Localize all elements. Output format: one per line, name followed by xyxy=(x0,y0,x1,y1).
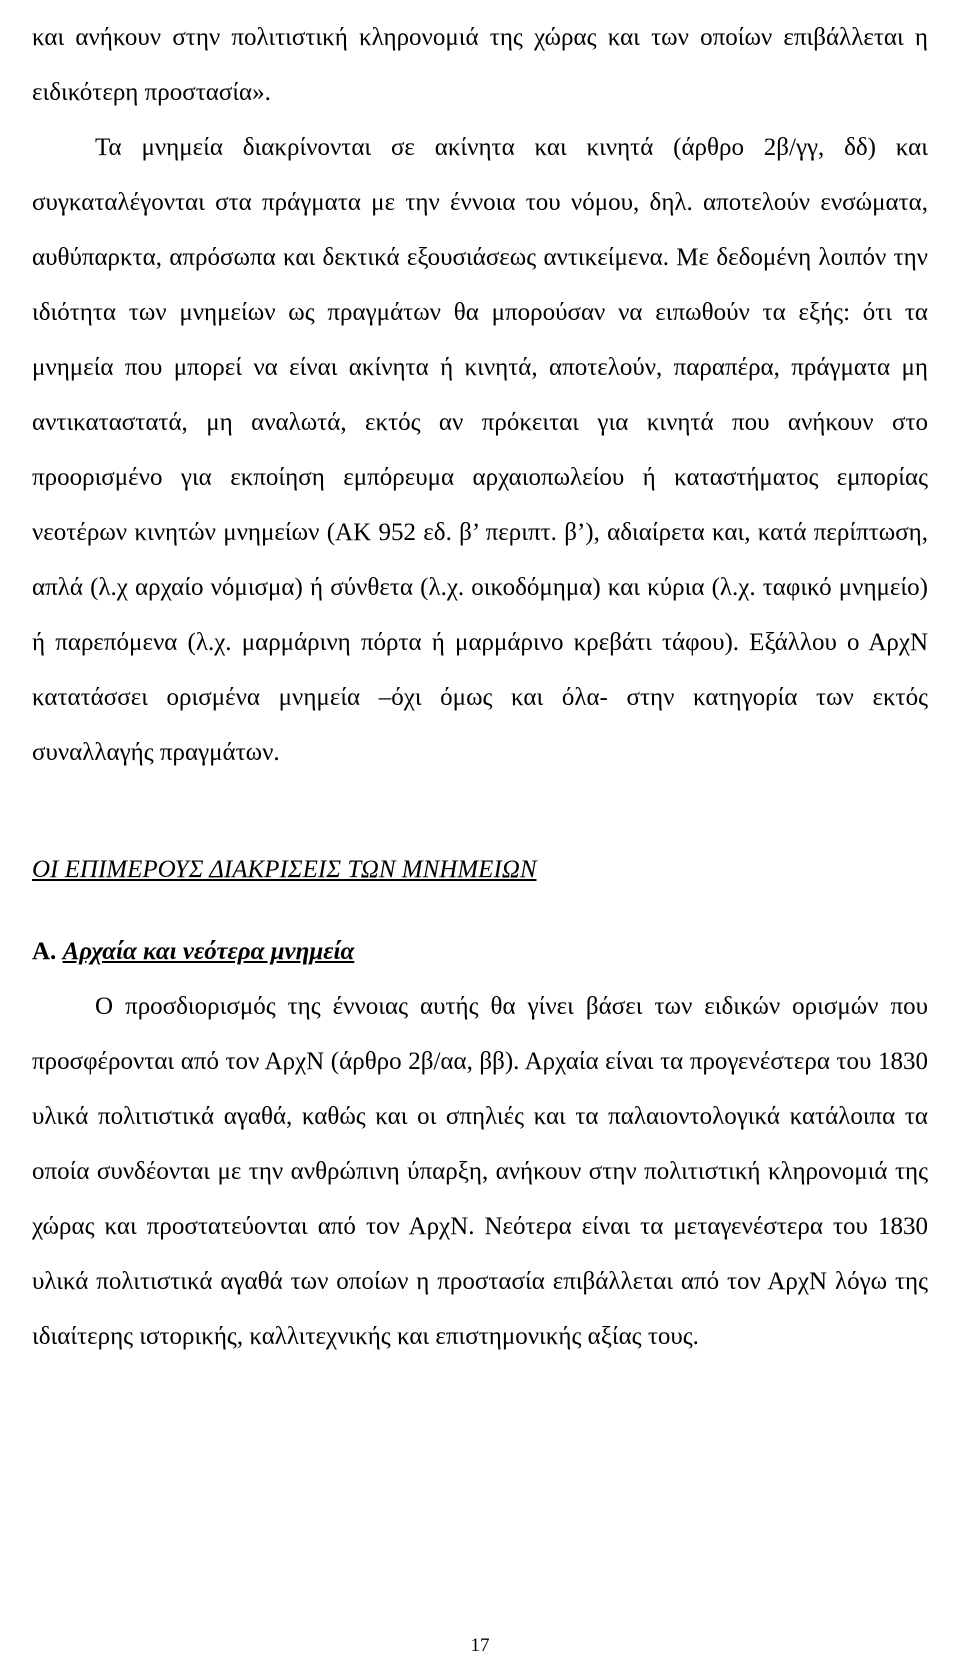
paragraph-ancient-modern-definition: Ο προσδιορισμός της έννοιας αυτής θα γίνει βάσει των ειδικών ορισμών που προσφέρονται από τον ΑρχΝ (άρθρο 2β/αα, ββ). Αρχαία είναι τα προγενέστερα του 1830 υλικά πολιτιστικά αγαθά, καθώς και οι σπηλιές και τα παλαιοντολογικά κατάλοιπα τα οποία συνδέονται με την ανθρώπινη ύπαρξη, ανήκουν στην πολιτιστική κληρονομιά της χώρας και προστατεύονται από τον ΑρχΝ. Νεότερα είναι τα μεταγενέστερα του 1830 υλικά πολιτιστικά αγαθά των οποίων η προστασία επιβάλλεται από τον ΑρχΝ λόγω της ιδιαίτερης ιστορικής, καλλιτεχνικής και επιστημονικής αξίας τους. xyxy=(32,993,928,1350)
paragraph-continuation: και ανήκουν στην πολιτιστική κληρονομιά της χώρας και των οποίων επιβάλλεται η ειδικότερη προστασία». xyxy=(32,24,928,106)
subsection-title: Αρχαία και νεότερα μνημεία xyxy=(62,938,355,965)
page-body xyxy=(32,10,928,1364)
subsection-heading xyxy=(32,924,928,979)
paragraph-monuments-classification: Τα μνημεία διακρίνονται σε ακίνητα και κινητά (άρθρο 2β/γγ, δδ) και συγκαταλέγονται στα πράγματα με την έννοια του νόμου, δηλ. αποτελούν ενσώματα, αυθύπαρκτα, απρόσωπα και δεκτικά εξουσιάσεως αντικείμενα. Με δεδομένη λοιπόν την ιδιότητα των μνημείων ως πραγμάτων θα μπορούσαν να ειπωθούν τα εξής: ότι τα μνημεία που μπορεί να είναι ακίνητα ή κινητά, αποτελούν, παραπέρα, πράγματα μη αντικαταστατά, μη αναλωτά, εκτός αν πρόκειται για κινητά που ανήκουν στο προορισμένο για εκποίηση εμπόρευμα αρχαιοπωλείου ή καταστήματος εμπορίας νεοτέρων κινητών μνημείων (ΑΚ 952 εδ. β’ περιπτ. β’), αδιαίρετα και, κατά περίπτωση, απλά (λ.χ αρχαίο νόμισμα) ή σύνθετα (λ.χ. οικοδόμημα) και κύρια (λ.χ. ταφικό μνημείο) ή παρεπόμενα (λ.χ. μαρμάρινη πόρτα ή μαρμάρινο κρεβάτι τάφου). Εξάλλου ο ΑρχΝ κατατάσσει ορισμένα μνημεία –όχι όμως και όλα- στην κατηγορία των εκτός συναλλαγής πραγμάτων. xyxy=(32,134,928,766)
section-heading: ΟΙ ΕΠΙΜΕΡΟΥΣ ΔΙΑΚΡΙΣΕΙΣ ΤΩΝ ΜΝΗΜΕΙΩΝ xyxy=(32,856,537,883)
page-number: 17 xyxy=(470,1635,490,1656)
subsection-letter: Α. xyxy=(32,938,57,965)
